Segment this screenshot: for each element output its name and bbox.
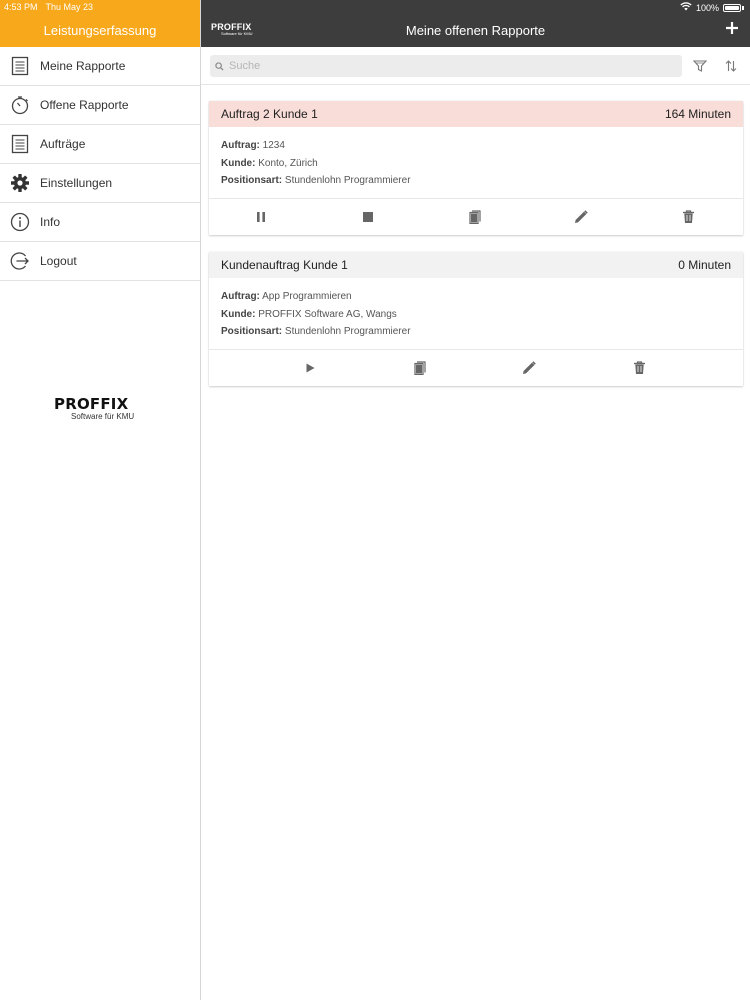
copy-button[interactable] bbox=[467, 209, 483, 225]
status-time: 4:53 PM bbox=[4, 2, 38, 12]
search-box[interactable] bbox=[210, 55, 682, 77]
card-field-positionsart: Positionsart: Stundenlohn Programmierer bbox=[221, 175, 411, 186]
header-logo-subtext: Software für KMU bbox=[221, 31, 253, 36]
card-field-positionsart: Positionsart: Stundenlohn Programmierer bbox=[221, 326, 411, 337]
battery-icon bbox=[723, 4, 741, 12]
sidebar-item-label: Meine Rapporte bbox=[40, 59, 126, 73]
filter-button[interactable] bbox=[693, 59, 707, 73]
card-title: Auftrag 2 Kunde 1 bbox=[221, 107, 318, 121]
status-date: Thu May 23 bbox=[45, 2, 94, 12]
copy-icon bbox=[469, 210, 481, 224]
edit-icon bbox=[521, 360, 537, 376]
sidebar-item-offene-rapporte[interactable] bbox=[0, 86, 200, 125]
main-content bbox=[201, 0, 750, 1000]
report-card[interactable] bbox=[209, 252, 743, 386]
page-title: Meine offenen Rapporte bbox=[405, 23, 546, 38]
sidebar-item-label: Offene Rapporte bbox=[40, 98, 129, 112]
logo-text: PROFFIX bbox=[54, 395, 129, 413]
edit-button[interactable] bbox=[521, 360, 537, 376]
card-body bbox=[209, 127, 743, 199]
sidebar-item-label: Logout bbox=[40, 254, 77, 268]
report-list-icon bbox=[10, 56, 30, 76]
delete-button[interactable] bbox=[680, 209, 696, 225]
sidebar-item-auftraege[interactable] bbox=[0, 125, 200, 164]
copy-button[interactable] bbox=[412, 360, 428, 376]
card-actions bbox=[209, 199, 743, 235]
play-icon bbox=[304, 362, 316, 374]
card-field-kunde: Kunde: PROFFIX Software AG, Wangs bbox=[221, 308, 397, 320]
wifi-icon bbox=[680, 2, 692, 13]
delete-icon bbox=[682, 210, 695, 224]
filter-icon bbox=[693, 59, 707, 73]
sidebar bbox=[0, 0, 201, 1000]
card-actions bbox=[209, 350, 743, 386]
plus-icon bbox=[724, 20, 740, 36]
search-row bbox=[201, 47, 750, 85]
sidebar-item-logout[interactable] bbox=[0, 242, 200, 281]
delete-icon bbox=[633, 361, 646, 375]
card-field-auftrag: Auftrag: App Programmieren bbox=[221, 291, 352, 302]
pause-icon bbox=[255, 211, 267, 223]
copy-icon bbox=[414, 361, 426, 375]
report-card[interactable] bbox=[209, 101, 743, 235]
proffix-logo bbox=[54, 395, 134, 421]
search-icon bbox=[215, 62, 224, 71]
card-duration: 164 Minuten bbox=[664, 107, 731, 121]
pause-button[interactable] bbox=[253, 209, 269, 225]
logout-icon bbox=[10, 251, 30, 271]
search-input[interactable] bbox=[229, 60, 669, 72]
stopwatch-icon bbox=[10, 95, 30, 115]
sidebar-menu bbox=[0, 47, 200, 281]
sidebar-item-einstellungen[interactable] bbox=[0, 164, 200, 203]
card-field-auftrag: Auftrag: 1234 bbox=[221, 140, 285, 151]
stop-button[interactable] bbox=[360, 209, 376, 225]
header-logo-text: PROFFIX bbox=[211, 22, 252, 32]
card-duration: 0 Minuten bbox=[678, 258, 731, 272]
card-field-kunde: Kunde: Konto, Zürich bbox=[221, 157, 318, 169]
card-body bbox=[209, 278, 743, 350]
gear-icon bbox=[10, 173, 30, 193]
card-title: Kundenauftrag Kunde 1 bbox=[221, 258, 348, 272]
sort-icon bbox=[724, 59, 738, 73]
card-header bbox=[209, 101, 743, 127]
sidebar-title: Leistungserfassung bbox=[43, 23, 157, 38]
sidebar-item-label: Einstellungen bbox=[40, 176, 113, 190]
edit-icon bbox=[573, 209, 589, 225]
info-icon bbox=[10, 212, 30, 232]
add-button[interactable] bbox=[724, 20, 740, 36]
play-button[interactable] bbox=[302, 360, 318, 376]
sort-button[interactable] bbox=[724, 59, 738, 73]
sidebar-item-label: Info bbox=[40, 215, 61, 229]
orders-list-icon bbox=[10, 134, 30, 154]
card-header bbox=[209, 252, 743, 278]
sidebar-item-label: Aufträge bbox=[40, 137, 86, 151]
battery-percent: 100% bbox=[695, 2, 719, 13]
logo-subtext: Software für KMU bbox=[71, 412, 135, 421]
sidebar-item-meine-rapporte[interactable] bbox=[0, 47, 200, 86]
stop-icon bbox=[362, 211, 374, 223]
sidebar-item-info[interactable] bbox=[0, 203, 200, 242]
edit-button[interactable] bbox=[573, 209, 589, 225]
status-bar bbox=[0, 0, 750, 14]
delete-button[interactable] bbox=[631, 360, 647, 376]
